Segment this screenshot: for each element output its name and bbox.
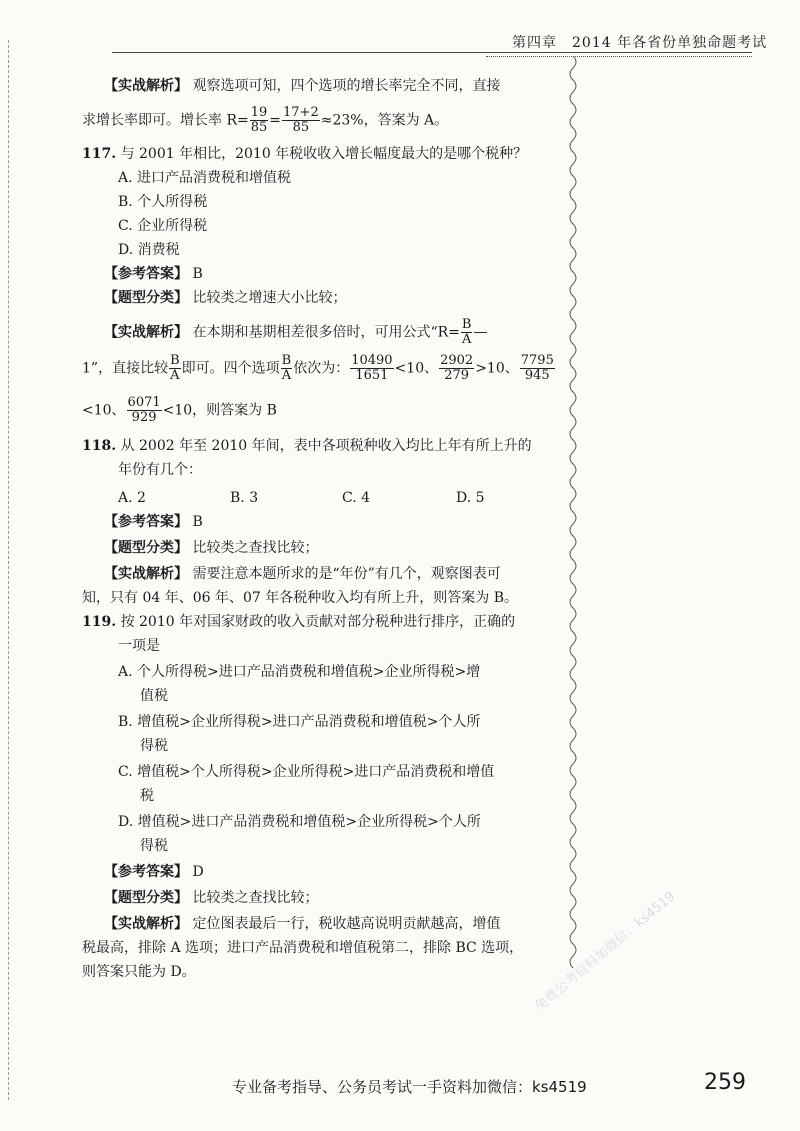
binding-margin <box>8 40 13 1100</box>
option-a-cont: 值税 <box>140 688 168 704</box>
fraction: $\frac{10490}{1651}$ <box>351 353 393 383</box>
option-c-cont: 税 <box>140 788 154 804</box>
analysis-118-line2: 知，只有 04 年、06 年、07 年各税种收入均有所上升，则答案为 B。 <box>82 590 518 606</box>
type-line: 【题型分类】 比较类之查找比较； <box>104 540 319 556</box>
header-dotted-rule <box>486 56 752 57</box>
answer-value: D <box>192 864 204 880</box>
question-number: 117. <box>82 146 117 162</box>
fraction: $\frac{17+2}{85}$ <box>283 105 319 135</box>
answer-line: 【参考答案】 D <box>104 864 204 880</box>
answer-value: B <box>192 514 203 530</box>
fraction: $\frac{2902}{279}$ <box>440 353 474 383</box>
analysis-117-line2: 1”，直接比较 $\frac{B}{A}$ 即可。四个选项 $\frac{B}{A}$ 依次为： $\frac{10490}{1651}$ <10、 $\frac{2902}{279}$ >10、 $\frac{7795}{945}$ <box>82 353 554 383</box>
analysis-119-line2: 税最高，排除 A 选项；进口产品消费税和增值税第二，排除 BC 选项， <box>82 940 524 956</box>
question-118-stem-1: 118. 从 2002 年至 2010 年间，表中各项税种收入均比上年有所上升的 <box>82 438 532 454</box>
option-d: D. 5 <box>456 490 485 506</box>
question-number: 118. <box>82 438 117 454</box>
option-c: C. 4 <box>342 490 371 506</box>
option-a: A. 个人所得税>进口产品消费税和增值税>企业所得税>增 <box>118 664 481 680</box>
option-c: C. 增值税>个人所得税>企业所得税>进口产品消费税和增值 <box>118 764 495 780</box>
analysis-119-line1: 【实战解析】 定位图表最后一行，税收越高说明贡献越高，增值 <box>104 916 501 932</box>
analysis-119-line3: 则答案只能为 D。 <box>82 964 196 980</box>
analysis-117-line1: 【实战解析】 在本期和基期相差很多倍时，可用公式“R= $\frac{B}{A}$ — <box>104 317 488 347</box>
fraction: $\frac{19}{85}$ <box>250 105 268 135</box>
analysis-116-line2: 求增长率即可。增长率 R= $\frac{19}{85}$ = $\frac{17+2}{85}$ ≈23%，答案为 A。 <box>82 105 449 135</box>
question-118-stem-2: 年份有几个： <box>118 462 202 478</box>
type-line: 【题型分类】 比较类之查找比较； <box>104 890 319 906</box>
option-b: B. 3 <box>230 490 259 506</box>
wavy-margin-border <box>566 56 580 968</box>
analysis-116-line1: 【实战解析】 观察选项可知，四个选项的增长率完全不同，直接 <box>104 78 501 94</box>
analysis-118-line1: 【实战解析】 需要注意本题所求的是“年份”有几个，观察图表可 <box>104 566 501 582</box>
fraction: $\frac{6071}{929}$ <box>127 395 161 425</box>
answer-line: 【参考答案】 B <box>104 266 203 282</box>
running-header: 第四章 2014 年各省份单独命题考试 <box>512 35 768 51</box>
option-c: C. 企业所得税 <box>118 218 208 234</box>
option-a: A. 2 <box>118 490 146 506</box>
option-d: D. 增值税>进口产品消费税和增值税>企业所得税>个人所 <box>118 814 481 830</box>
watermark: 免费公考资料加微信：ks4519 <box>532 889 679 1015</box>
fraction: $\frac{B}{A}$ <box>281 353 292 383</box>
option-d: D. 消费税 <box>118 242 180 258</box>
page-number: 259 <box>704 1070 746 1095</box>
analysis-tag: 【实战解析】 <box>104 78 188 94</box>
fraction: $\frac{B}{A}$ <box>461 317 472 347</box>
option-b: B. 增值税>企业所得税>进口产品消费税和增值税>个人所 <box>118 714 481 730</box>
option-d-cont: 得税 <box>140 838 168 854</box>
header-rule <box>112 52 752 53</box>
question-119-stem-2: 一项是 <box>118 638 160 654</box>
analysis-117-line3: <10、 $\frac{6071}{929}$ <10，则答案为 B <box>82 395 277 425</box>
answer-line: 【参考答案】 B <box>104 514 203 530</box>
option-b-cont: 得税 <box>140 738 168 754</box>
type-line: 【题型分类】 比较类之增速大小比较； <box>104 290 347 306</box>
question-117-stem: 117. 与 2001 年相比，2010 年税收收入增长幅度最大的是哪个税种？ <box>82 146 528 162</box>
fraction: $\frac{B}{A}$ <box>170 353 180 383</box>
footer-text: 专业备考指导、公务员考试一手资料加微信：ks4519 <box>232 1078 587 1096</box>
question-number: 119. <box>82 614 117 630</box>
option-a: A. 进口产品消费税和增值税 <box>118 170 292 186</box>
fraction: $\frac{7795}{945}$ <box>520 353 554 383</box>
question-119-stem-1: 119. 按 2010 年对国家财政的收入贡献对部分税种进行排序，正确的 <box>82 614 516 630</box>
answer-value: B <box>192 266 203 282</box>
option-b: B. 个人所得税 <box>118 194 208 210</box>
